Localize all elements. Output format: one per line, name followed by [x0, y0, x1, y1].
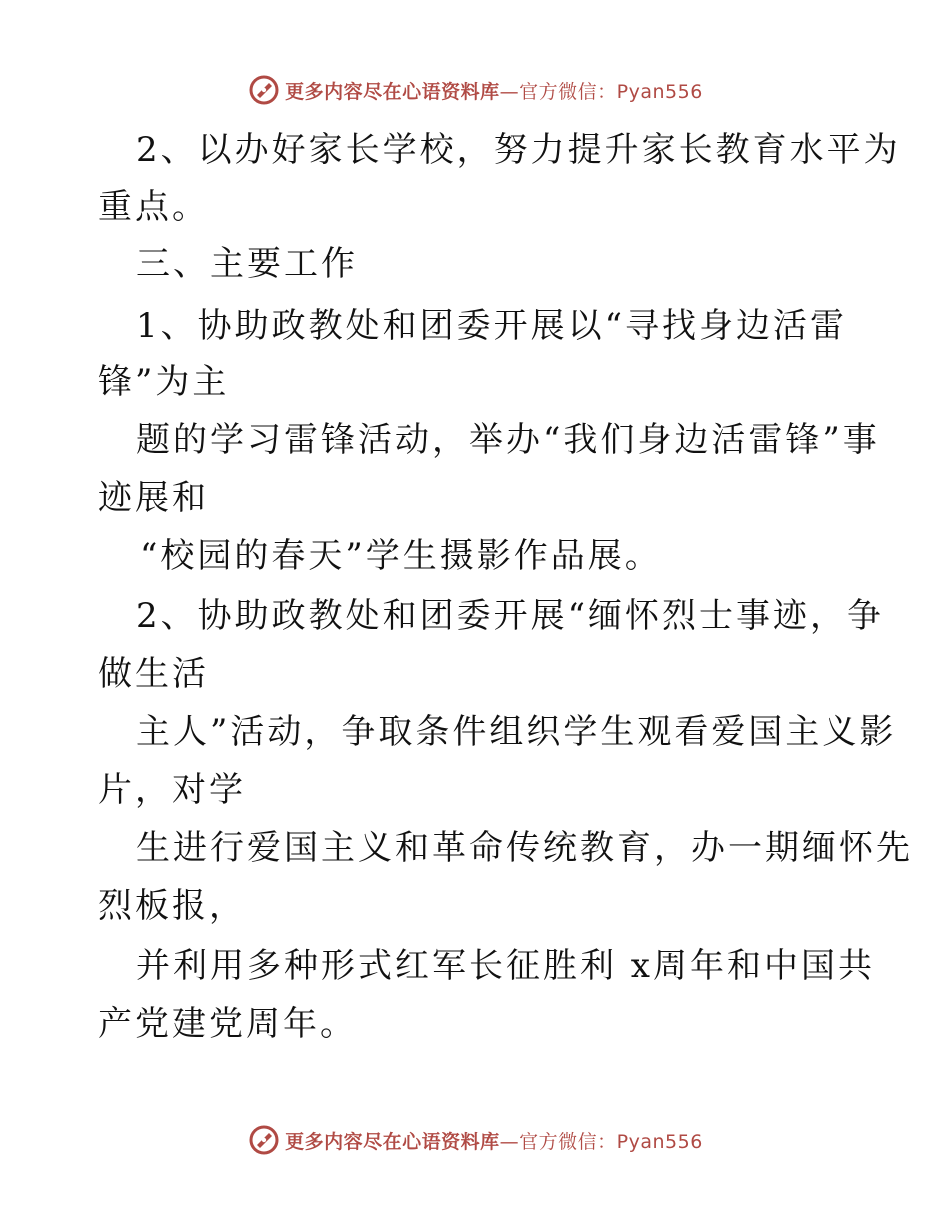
paragraph-line: 迹展和 — [98, 478, 209, 518]
paragraph-line: 生进行爱国主义和革命传统教育，办一期缅怀先 — [136, 828, 913, 868]
watermark-footer — [0, 1120, 950, 1160]
paragraph-line: 题的学习雷锋活动，举办“我们身边活雷锋”事 — [136, 420, 880, 460]
paragraph-line: 并利用多种形式红军长征胜利 x周年和中国共 — [136, 946, 875, 986]
paragraph-line: 主人”活动，争取条件组织学生观看爱国主义影 — [136, 712, 897, 752]
section-heading: 三、主要工作 — [136, 244, 358, 284]
watermark-wechat: 官方微信：Pyan556 — [519, 1130, 703, 1153]
paragraph-line: 片，对学 — [98, 770, 246, 810]
watermark-text — [285, 77, 703, 104]
paragraph-line: “校园的春天”学生摄影作品展。 — [140, 536, 662, 576]
paragraph-line: 产党建党周年。 — [98, 1004, 357, 1044]
watermark-brand: 更多内容尽在心语资料库 — [285, 80, 500, 103]
pen-nib-circle-icon — [247, 73, 281, 107]
paragraph-line: 锋”为主 — [98, 362, 230, 402]
watermark-brand: 更多内容尽在心语资料库 — [285, 1130, 500, 1153]
paragraph-line: 1、协助政教处和团委开展以“寻找身边活雷 — [136, 306, 848, 346]
paragraph-line: 烈板报， — [98, 886, 246, 926]
paragraph-line: 做生活 — [98, 654, 209, 694]
paragraph-line: 2、协助政教处和团委开展“缅怀烈士事迹，争 — [136, 596, 885, 636]
paragraph-line: 2、以办好家长学校，努力提升家长教育水平为 — [136, 130, 901, 170]
paragraph-line: 重点。 — [98, 187, 209, 227]
pen-nib-circle-icon — [247, 1123, 281, 1157]
watermark-text — [285, 1127, 703, 1154]
watermark-dash: — — [499, 80, 520, 103]
watermark-header — [0, 70, 950, 110]
watermark-dash: — — [499, 1130, 520, 1153]
watermark-wechat: 官方微信：Pyan556 — [519, 80, 703, 103]
